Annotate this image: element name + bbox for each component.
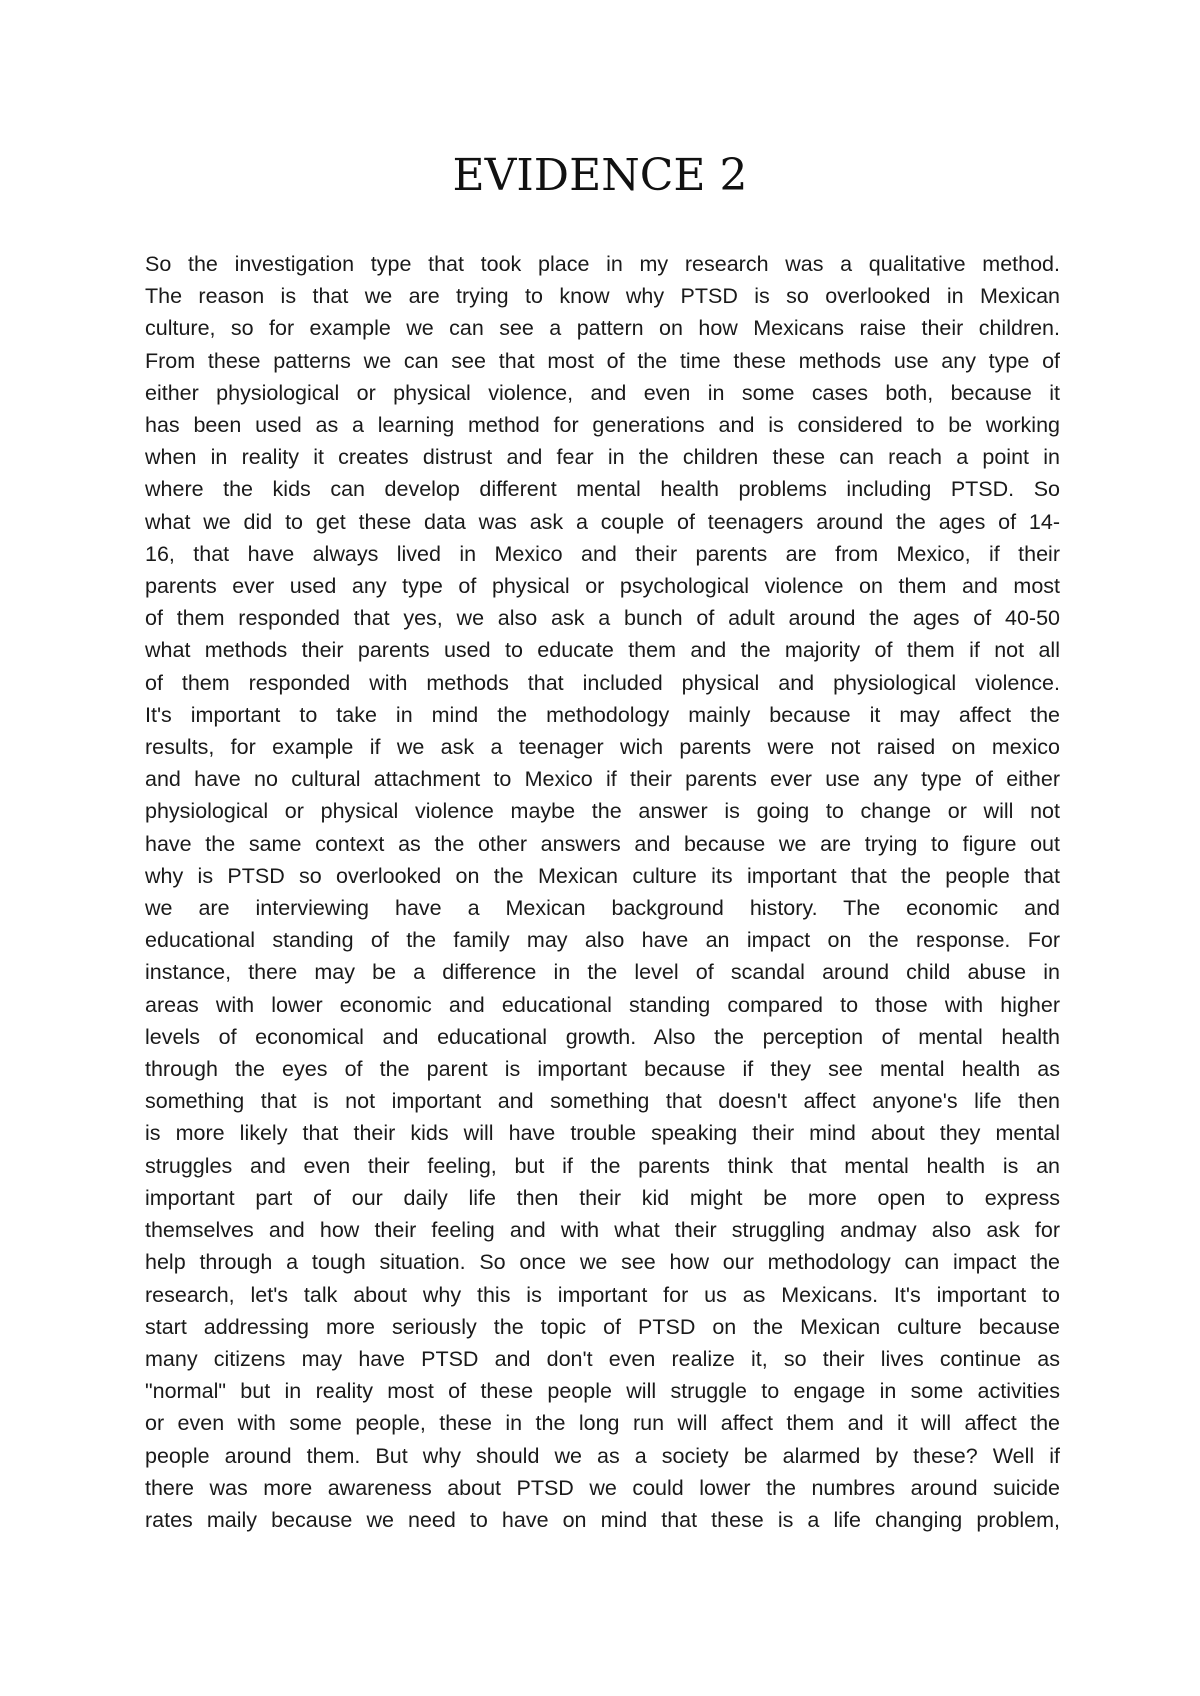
body-line: The reason is that we are trying to know why PTSD is so overlooked in Mexican: [145, 284, 1060, 309]
body-line: important part of our daily life then their kid might be more open to express: [145, 1185, 1060, 1210]
body-line: physiological or physical violence maybe the answer is going to change or will not: [145, 799, 1060, 824]
body-line: From these patterns we can see that most of the time these methods use any type of: [145, 348, 1060, 373]
body-line: levels of economical and educational growth. Also the perception of mental health: [145, 1024, 1060, 1049]
body-line: It's important to take in mind the methodology mainly because it may affect the: [145, 702, 1060, 727]
body-line: either physiological or physical violence, and even in some cases both, because it: [145, 380, 1060, 405]
body-line: struggles and even their feeling, but if the parents think that mental health is an: [145, 1153, 1060, 1178]
body-line: we are interviewing have a Mexican background history. The economic and: [145, 896, 1060, 921]
body-line: many citizens may have PTSD and don't even realize it, so their lives continue as: [145, 1346, 1060, 1371]
body-line: rates maily because we need to have on mind that these is a life changing problem,: [145, 1507, 1060, 1532]
body-line: parents ever used any type of physical or psychological violence on them and most: [145, 574, 1060, 599]
body-line: people around them. But why should we as a society be alarmed by these? Well if: [145, 1443, 1060, 1468]
body-line: something that is not important and something that doesn't affect anyone's life then: [145, 1089, 1060, 1114]
body-line: So the investigation type that took place in my research was a qualitative method.: [145, 252, 1060, 276]
body-line: when in reality it creates distrust and fear in the children these can reach a point in: [145, 445, 1060, 470]
body-line: what we did to get these data was ask a couple of teenagers around the ages of 14-: [145, 509, 1060, 534]
body-line: has been used as a learning method for generations and is considered to be working: [145, 413, 1060, 438]
body-line: where the kids can develop different mental health problems including PTSD. So: [145, 477, 1060, 502]
body-line: start addressing more seriously the topic of PTSD on the Mexican culture because: [145, 1314, 1060, 1339]
body-line: results, for example if we ask a teenager wich parents were not raised on mexico: [145, 735, 1060, 760]
body-line: of them responded that yes, we also ask a bunch of adult around the ages of 40-50: [145, 606, 1060, 631]
body-line: themselves and how their feeling and with what their struggling andmay also ask for: [145, 1218, 1060, 1243]
body-line: instance, there may be a difference in the level of scandal around child abuse in: [145, 960, 1060, 985]
body-line: or even with some people, these in the long run will affect them and it will affect the: [145, 1411, 1060, 1436]
body-line: through the eyes of the parent is important because if they see mental health as: [145, 1057, 1060, 1082]
body-line: "normal" but in reality most of these people will struggle to engage in some activities: [145, 1379, 1060, 1404]
body-line: is more likely that their kids will have trouble speaking their mind about they mental: [145, 1121, 1060, 1146]
body-line: why is PTSD so overlooked on the Mexican culture its important that the people that: [145, 863, 1060, 888]
body-line: of them responded with methods that included physical and physiological violence.: [145, 670, 1060, 695]
document-title: EVIDENCE 2: [452, 150, 748, 201]
body-line: research, let's talk about why this is important for us as Mexicans. It's important to: [145, 1282, 1060, 1307]
body-line: areas with lower economic and educational standing compared to those with higher: [145, 992, 1060, 1017]
body-line: 16, that have always lived in Mexico and their parents are from Mexico, if their: [145, 541, 1060, 566]
body-line: culture, so for example we can see a pattern on how Mexicans raise their children.: [145, 316, 1060, 341]
body-line: help through a tough situation. So once we see how our methodology can impact the: [145, 1250, 1060, 1275]
document-body: [145, 248, 1060, 1536]
body-line: have the same context as the other answers and because we are trying to figure out: [145, 831, 1060, 856]
body-line: educational standing of the family may also have an impact on the response. For: [145, 928, 1060, 953]
body-line: and have no cultural attachment to Mexico if their parents ever use any type of either: [145, 767, 1060, 792]
body-line: there was more awareness about PTSD we could lower the numbres around suicide: [145, 1475, 1060, 1500]
body-line: what methods their parents used to educate them and the majority of them if not all: [145, 638, 1060, 663]
